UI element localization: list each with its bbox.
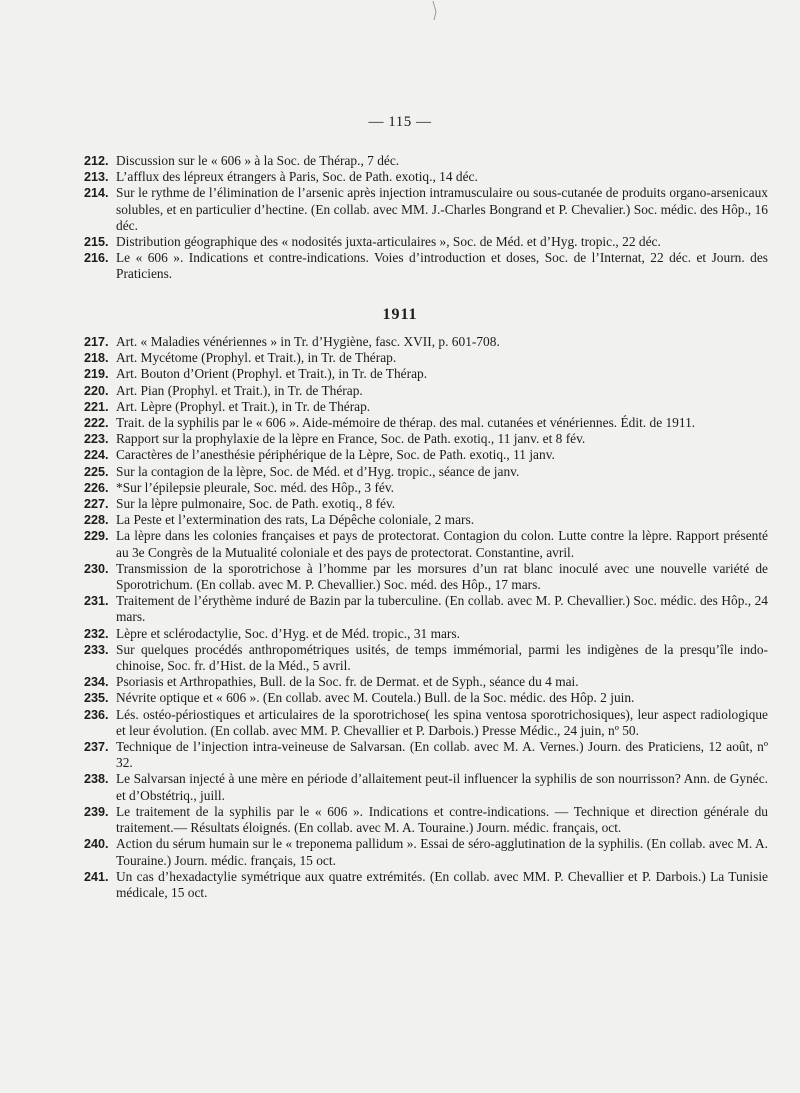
year-heading: 1911 xyxy=(382,306,418,323)
entry-text: Art. Lèpre (Prophyl. et Trait.), in Tr. de Thérap. xyxy=(116,398,371,414)
entry-number: 231. xyxy=(84,594,109,609)
bibliography-entry xyxy=(84,804,768,836)
entry-number: 240. xyxy=(84,837,109,852)
entry-text: Lèpre et sclérodactylie, Soc. d’Hyg. et de Méd. tropic., 31 mars. xyxy=(116,625,460,641)
bibliography-entry xyxy=(84,431,768,447)
entry-number: 223. xyxy=(84,432,109,447)
entry-text: Art. « Maladies vénériennes » in Tr. d’Hygiène, fasc. XVII, p. 601-708. xyxy=(116,334,500,349)
entry-number: 239. xyxy=(84,804,109,819)
bibliography-entry xyxy=(84,447,768,463)
bibliography-entry xyxy=(84,561,768,593)
entry-number: 222. xyxy=(84,416,109,431)
entry-number: 230. xyxy=(84,561,109,576)
entry-text: Rapport sur la prophylaxie de la lèpre en France, Soc. de Path. exotiq., 11 janv. et 8 fév. xyxy=(116,431,586,447)
bibliography-entry xyxy=(84,707,768,739)
entry-text: *Sur l’épilepsie pleurale, Soc. méd. des Hôp., 3 fév. xyxy=(116,479,395,495)
entry-number: 241. xyxy=(84,869,109,884)
bibliography-entry xyxy=(84,334,768,350)
entry-text: Technique de l’injection intra-veineuse de Salvarsan. (En collab. avec M. A. Vernes.) Journ. des Praticiens, 12 août, nº 32. xyxy=(116,739,768,771)
entry-text: La lèpre dans les colonies françaises et pays de protectorat. Contagion du colon. Lutte contre la lèpre. Rapport présenté au 3e Congrès de la Mutualité coloniale et des pays de protectorat. Constantine, avril. xyxy=(116,528,768,560)
bibliography-entry xyxy=(84,169,768,185)
entry-number: 234. xyxy=(84,675,109,690)
bibliography-entry xyxy=(84,869,768,901)
entry-number: 228. xyxy=(84,513,109,528)
entry-list-1911 xyxy=(84,334,768,901)
bibliography-entry xyxy=(84,512,768,528)
entry-number: 237. xyxy=(84,740,109,755)
entry-number: 232. xyxy=(84,626,109,641)
bibliography-entry xyxy=(84,415,768,431)
entry-number: 218. xyxy=(84,351,109,366)
bibliography-entry xyxy=(84,690,768,706)
entry-text: Le Salvarsan injecté à une mère en période d’allaitement peut-il influencer la syphilis de son nourrisson? Ann. de Gynéc. et d’Obstétriq., juill. xyxy=(116,771,768,803)
bibliography-entry xyxy=(84,350,768,366)
entry-text: Sur le rythme de l’élimination de l’arsenic après injection intramusculaire ou sous-cutanée de produits organo-arsenicaux solubles, et en particulier d’hectine. (En collab. avec MM. J.-Charles Bongrand et P. Chevalier.) Soc. médic. des Hôp., 16 déc. xyxy=(116,185,768,233)
entry-text: Traitement de l’érythème induré de Bazin par la tuberculine. (En collab. avec M. P. Chevallier.) Soc. médic. des Hôp., 24 mars. xyxy=(116,593,768,625)
entry-text: Discussion sur le « 606 » à la Soc. de Thérap., 7 déc. xyxy=(116,153,400,168)
entry-text: Sur quelques procédés anthropométriques usités, de temps immémorial, parmi les indigènes de la presqu’île indo-chinoise, Soc. fr. d’Hist. de la Méd., 5 avril. xyxy=(116,641,768,674)
entry-number: 233. xyxy=(84,642,109,657)
entry-text: Art. Bouton d’Orient (Prophyl. et Trait.), in Tr. de Thérap. xyxy=(116,366,428,382)
bibliography-entry xyxy=(84,250,768,282)
entry-number: 214. xyxy=(84,186,109,201)
entry-text: Lés. ostéo-périostiques et articulaires de la sporotrichose( les spina ventosa sporotrichosiques), leur aspect radiologique et leur évolution. (En collab. avec MM. P. Chevallier et P. Darbois.) Presse Médic., 24 juin, nº 50. xyxy=(116,706,768,738)
entry-text: Sur la contagion de la lèpre, Soc. de Méd. et d’Hyg. tropic., séance de janv. xyxy=(116,463,520,479)
bibliography-entry xyxy=(84,593,768,625)
entry-text: Névrite optique et « 606 ». (En collab. avec M. Coutela.) Bull. de la Soc. médic. des Hôp. 2 juin. xyxy=(116,690,635,706)
entry-text: Le traitement de la syphilis par le « 606 ». Indications et contre-indications. — Technique et direction générale du traitement.— Résultats éloignés. (En collab. avec M. A. Touraine.) Journ. médic. français, oct. xyxy=(116,803,768,836)
bibliography-entry xyxy=(84,185,768,234)
bibliography-entry xyxy=(84,153,768,169)
bibliography-entry xyxy=(84,366,768,382)
entry-number: 224. xyxy=(84,448,109,463)
page-number: — 115 — xyxy=(368,114,432,130)
entry-text: L’afflux des lépreux étrangers à Paris, Soc. de Path. exotiq., 14 déc. xyxy=(116,169,478,185)
entry-number: 216. xyxy=(84,251,109,266)
entry-number: 236. xyxy=(84,707,109,722)
entry-text: Action du sérum humain sur le « treponema pallidum ». Essai de séro-agglutination de la syphilis. (En collab. avec M. A. Touraine.) Journ. médic. français, 15 oct. xyxy=(116,836,768,868)
entry-number: 213. xyxy=(84,170,109,185)
bibliography-entry xyxy=(84,234,768,250)
bibliography-entry xyxy=(84,771,768,803)
entry-text: Art. Pian (Prophyl. et Trait.), in Tr. de Thérap. xyxy=(116,382,363,398)
bibliography-entry xyxy=(84,626,768,642)
bibliography-entry xyxy=(84,464,768,480)
entry-list-1910 xyxy=(84,153,768,283)
bibliography-entry xyxy=(84,642,768,674)
entry-text: Distribution géographique des « nodosités juxta-articulaires », Soc. de Méd. et d’Hyg. tropic., 22 déc. xyxy=(116,234,661,250)
entry-number: 215. xyxy=(84,235,109,250)
bibliography-entry xyxy=(84,496,768,512)
bibliography-entry xyxy=(84,739,768,771)
entry-number: 219. xyxy=(84,367,109,382)
bibliography-entry xyxy=(84,399,768,415)
bibliography-entry xyxy=(84,836,768,868)
entry-text: Transmission de la sporotrichose à l’homme par les morsures d’un rat blanc inoculé avec une nouvelle variété de Sporotrichum. (En collab. avec M. P. Chevallier.) Soc. méd. des Hôp., 17 mars. xyxy=(116,560,768,593)
entry-number: 220. xyxy=(84,383,109,398)
entry-number: 235. xyxy=(84,691,109,706)
entry-text: Art. Mycétome (Prophyl. et Trait.), in Tr. de Thérap. xyxy=(116,350,397,366)
entry-text: Un cas d’hexadactylie symétrique aux quatre extrémités. (En collab. avec MM. P. Chevallier et P. Darbois.) La Tunisie médicale, 15 oct. xyxy=(116,868,768,900)
scan-artifact-mark xyxy=(430,0,440,22)
entry-text: Trait. de la syphilis par le « 606 ». Aide-mémoire de thérap. des mal. cutanées et vénériennes. Édit. de 1911. xyxy=(116,415,696,431)
entry-text: Sur la lèpre pulmonaire, Soc. de Path. exotiq., 8 fév. xyxy=(116,496,396,512)
bibliography-entry xyxy=(84,480,768,496)
entry-text: Le « 606 ». Indications et contre-indications. Voies d’introduction et doses, Soc. de l’Internat, 22 déc. et Journ. des Praticiens. xyxy=(116,250,768,282)
entry-text: Caractères de l’anesthésie périphérique de la Lèpre, Soc. de Path. exotiq., 11 janv. xyxy=(116,447,555,463)
bibliography-entry xyxy=(84,383,768,399)
entry-text: La Peste et l’extermination des rats, La Dépêche coloniale, 2 mars. xyxy=(116,512,475,528)
entry-number: 227. xyxy=(84,497,109,512)
entry-number: 229. xyxy=(84,529,109,544)
entry-number: 238. xyxy=(84,772,109,787)
entry-text: Psoriasis et Arthropathies, Bull. de la Soc. fr. de Dermat. et de Syph., séance du 4 mai. xyxy=(116,674,579,690)
bibliography-entry xyxy=(84,528,768,560)
entry-number: 225. xyxy=(84,464,109,479)
entry-number: 217. xyxy=(84,335,109,349)
entry-number: 212. xyxy=(84,154,109,168)
entry-number: 221. xyxy=(84,399,109,414)
entry-number: 226. xyxy=(84,480,109,495)
bibliography-entry xyxy=(84,674,768,690)
